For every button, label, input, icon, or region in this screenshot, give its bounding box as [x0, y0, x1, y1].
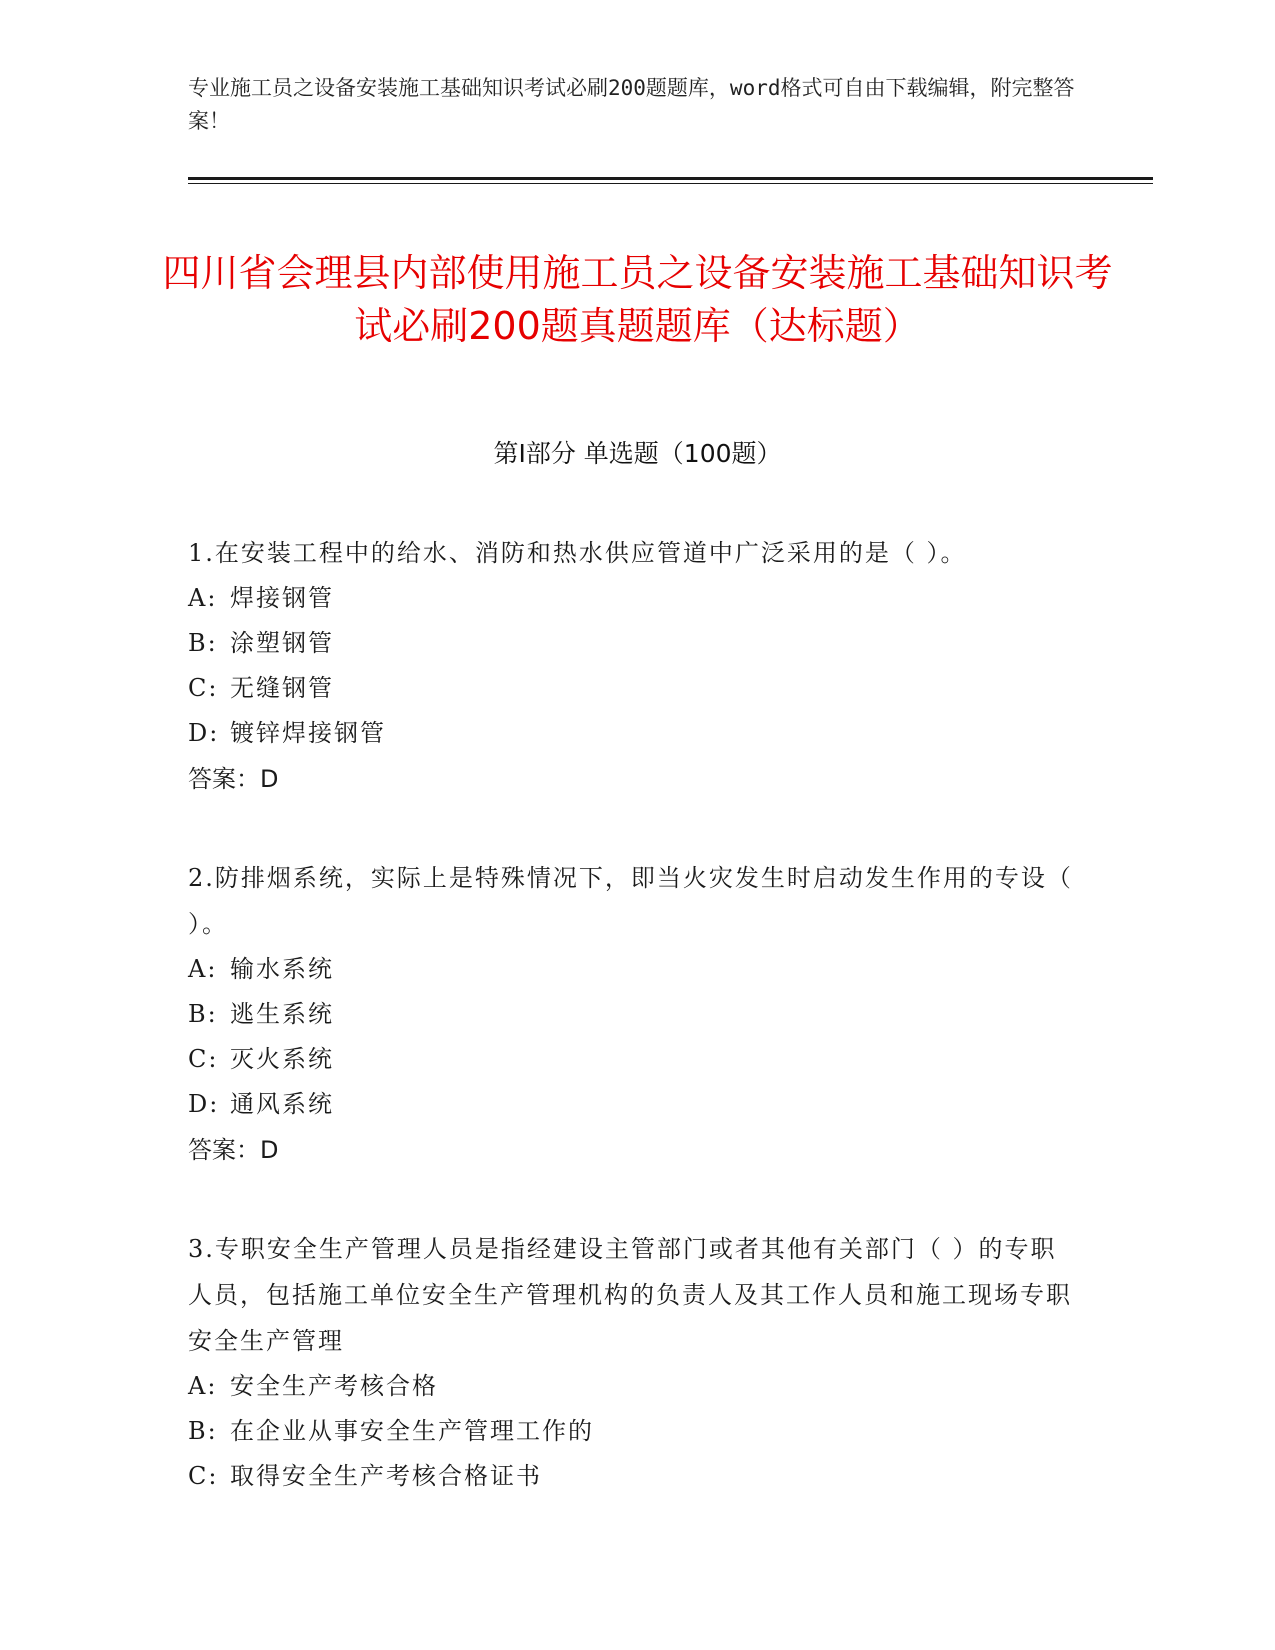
option-text: 无缝钢管	[230, 674, 334, 702]
option-b	[188, 992, 1078, 1037]
question-text: 2.防排烟系统，实际上是特殊情况下，即当火灾发生时启动发生作用的专设（ ）。	[188, 864, 1073, 938]
question-1	[188, 530, 1078, 802]
option-text: 在企业从事安全生产管理工作的	[230, 1417, 594, 1445]
option-key: B:	[188, 629, 218, 657]
option-key: A:	[188, 584, 218, 612]
option-key: C:	[188, 1045, 219, 1073]
option-d	[188, 1082, 1078, 1127]
header-divider-thin	[188, 183, 1153, 184]
option-a	[188, 1364, 1078, 1409]
option-key: C:	[188, 674, 219, 702]
question-list	[188, 530, 1078, 1552]
option-c	[188, 1037, 1078, 1082]
question-2	[188, 855, 1078, 1173]
document-title: 四川省会理县内部使用施工员之设备安装施工基础知识考试必刷200题真题题库（达标题）	[162, 251, 1113, 349]
option-a	[188, 947, 1078, 992]
question-text: 3.专职安全生产管理人员是指经建设主管部门或者其他有关部门（ ）的专职人员，包括施工单位安全生产管理机构的负责人及其工作人员和施工现场专职安全生产管理	[188, 1235, 1072, 1355]
option-d	[188, 711, 1078, 756]
option-text: 镀锌焊接钢管	[230, 719, 386, 747]
option-text: 焊接钢管	[230, 584, 334, 612]
option-text: 灭火系统	[230, 1045, 334, 1073]
option-a	[188, 576, 1078, 621]
option-text: 安全生产考核合格	[230, 1372, 438, 1400]
answer-line: 答案：D	[188, 1136, 279, 1164]
option-text: 涂塑钢管	[230, 629, 334, 657]
option-text: 取得安全生产考核合格证书	[230, 1462, 542, 1490]
header-divider-thick	[188, 177, 1153, 180]
option-text: 通风系统	[230, 1090, 334, 1118]
question-text: 1.在安装工程中的给水、消防和热水供应管道中广泛采用的是（ ）。	[188, 539, 967, 567]
option-c	[188, 1454, 1078, 1499]
header-note: 专业施工员之设备安装施工基础知识考试必刷200题题库，word格式可自由下载编辑，附完整答案！	[188, 76, 1075, 133]
option-text: 输水系统	[230, 955, 334, 983]
option-key: A:	[188, 955, 218, 983]
option-key: D:	[188, 719, 220, 747]
answer-line: 答案：D	[188, 765, 279, 793]
option-key: D:	[188, 1090, 220, 1118]
option-b	[188, 621, 1078, 666]
option-key: A:	[188, 1372, 218, 1400]
question-3	[188, 1226, 1078, 1499]
option-key: B:	[188, 1000, 218, 1028]
section-title: 第Ⅰ部分 单选题（100题）	[493, 439, 782, 468]
option-text: 逃生系统	[230, 1000, 334, 1028]
option-c	[188, 666, 1078, 711]
option-b	[188, 1409, 1078, 1454]
option-key: B:	[188, 1417, 218, 1445]
option-key: C:	[188, 1462, 219, 1490]
